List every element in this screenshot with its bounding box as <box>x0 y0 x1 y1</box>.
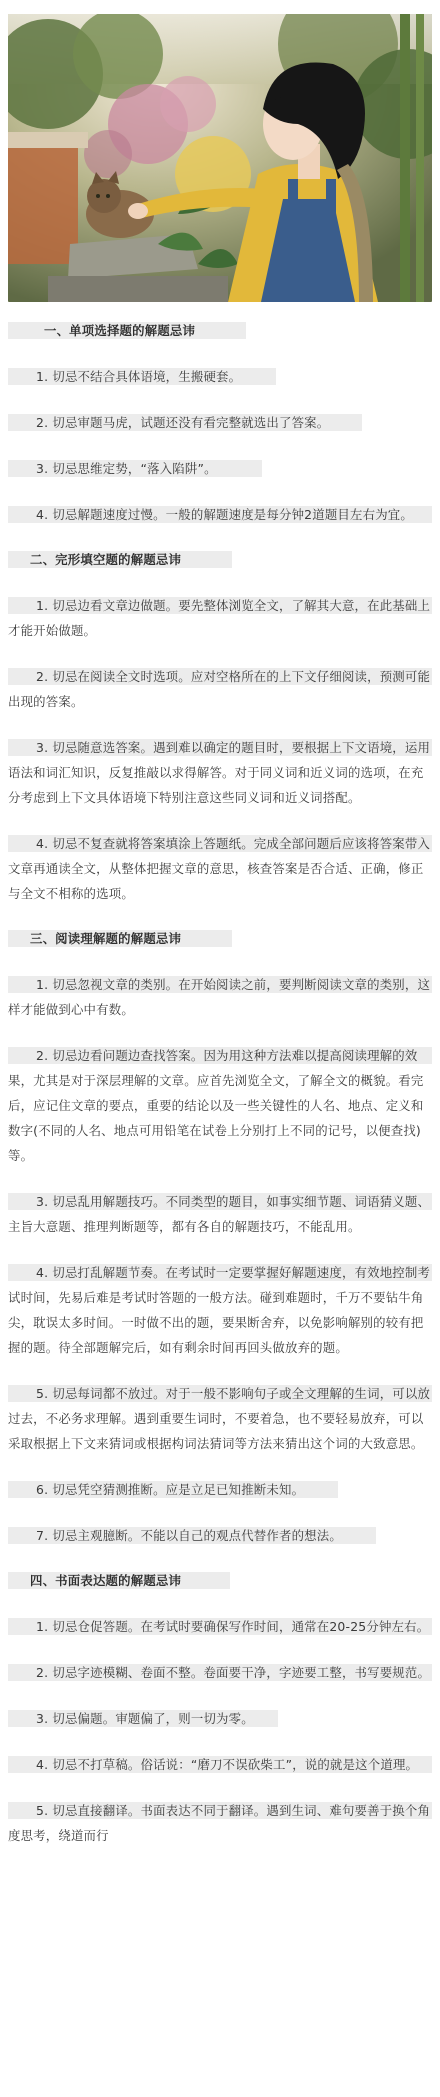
section-heading: 二、完形填空题的解题忌讳 <box>8 547 432 572</box>
list-item: 1. 切忌边看文章边做题。要先整体浏览全文，了解其大意，在此基础上才能开始做题。 <box>8 598 431 638</box>
list-item: 3. 切忌偏题。审题偏了，则一切为零。 <box>8 1706 432 1731</box>
list-item: 1. 切忌仓促答题。在考试时要确保写作时间，通常在20-25分钟左右。 <box>8 1614 432 1639</box>
list-item: 7. 切忌主观臆断。不能以自己的观点代替作者的想法。 <box>8 1523 432 1548</box>
list-item: 2. 切忌在阅读全文时选项。应对空格所在的上下文仔细阅读，预测可能出现的答案。 <box>8 669 431 709</box>
section-heading: 四、书面表达题的解题忌讳 <box>8 1568 432 1593</box>
list-item: 1. 切忌忽视文章的类别。在开始阅读之前，要判断阅读文章的类别，这样才能做到心中有数。 <box>8 977 431 1017</box>
list-item: 2. 切忌审题马虎，试题还没有看完整就选出了答案。 <box>8 410 432 435</box>
list-item: 2. 切忌字迹模糊、卷面不整。卷面要干净，字迹要工整，书写要规范。 <box>8 1660 432 1685</box>
list-item: 6. 切忌凭空猜测推断。应是立足已知推断未知。 <box>8 1477 432 1502</box>
list-item: 4. 切忌打乱解题节奏。在考试时一定要掌握好解题速度，有效地控制考试时间，先易后难是考试时答题的一般方法。碰到难题时，千万不要钻牛角尖，耽误太多时间。一时做不出的题，要果断舍弃，以免影响解别的较有把握的题。待全部题解完后，如有剩余时间再回头做放弃的题。 <box>8 1265 431 1355</box>
photo-girl-with-cat <box>8 14 432 302</box>
list-item: 1. 切忌不结合具体语境，生搬硬套。 <box>8 364 432 389</box>
list-item: 4. 切忌不复查就将答案填涂上答题纸。完成全部问题后应该将答案带入文章再通读全文，从整体把握文章的意思，核查答案是否合适、正确，修正与全文不相称的选项。 <box>8 836 431 901</box>
header-photo <box>8 14 432 302</box>
list-item: 4. 切忌不打草稿。俗话说：“磨刀不误砍柴工”，说的就是这个道理。 <box>8 1752 432 1777</box>
list-item: 2. 切忌边看问题边查找答案。因为用这种方法难以提高阅读理解的效果，尤其是对于深层理解的文章。应首先浏览全文，了解全文的概貌。看完后，应记住文章的要点，重要的结论以及一些关键性的人名、地点、定义和数字(不同的人名、地点可用铅笔在试卷上分别打上不同的记号，以便查找)等。 <box>8 1043 432 1168</box>
list-item: 4. 切忌解题速度过慢。一般的解题速度是每分钟2道题目左右为宜。 <box>8 502 432 527</box>
section-heading: 一、单项选择题的解题忌讳 <box>8 318 432 343</box>
list-item: 3. 切忌思维定势，“落入陷阱”。 <box>8 456 432 481</box>
section-heading: 三、阅读理解题的解题忌讳 <box>8 926 432 951</box>
list-item: 3. 切忌乱用解题技巧。不同类型的题目，如事实细节题、词语猜义题、主旨大意题、推理判断题等，都有各自的解题技巧，不能乱用。 <box>8 1194 431 1234</box>
list-item: 5. 切忌每词都不放过。对于一般不影响句子或全文理解的生词，可以放过去，不必务求理解。遇到重要生词时，不要着急，也不要轻易放弃，可以采取根据上下文来猜词或根据构词法猜词等方法来猜出这个词的大致意思。 <box>8 1386 431 1451</box>
list-item: 3. 切忌随意选答案。遇到难以确定的题目时，要根据上下文语境，运用语法和词汇知识，反复推敲以求得解答。对于同义词和近义词的选项，在充分考虑到上下文具体语境下特别注意这些同义词和近义词搭配。 <box>8 740 431 805</box>
list-item: 5. 切忌直接翻译。书面表达不同于翻译。遇到生词、难句要善于换个角度思考，绕道而行 <box>8 1803 431 1843</box>
article-body <box>8 318 432 1848</box>
